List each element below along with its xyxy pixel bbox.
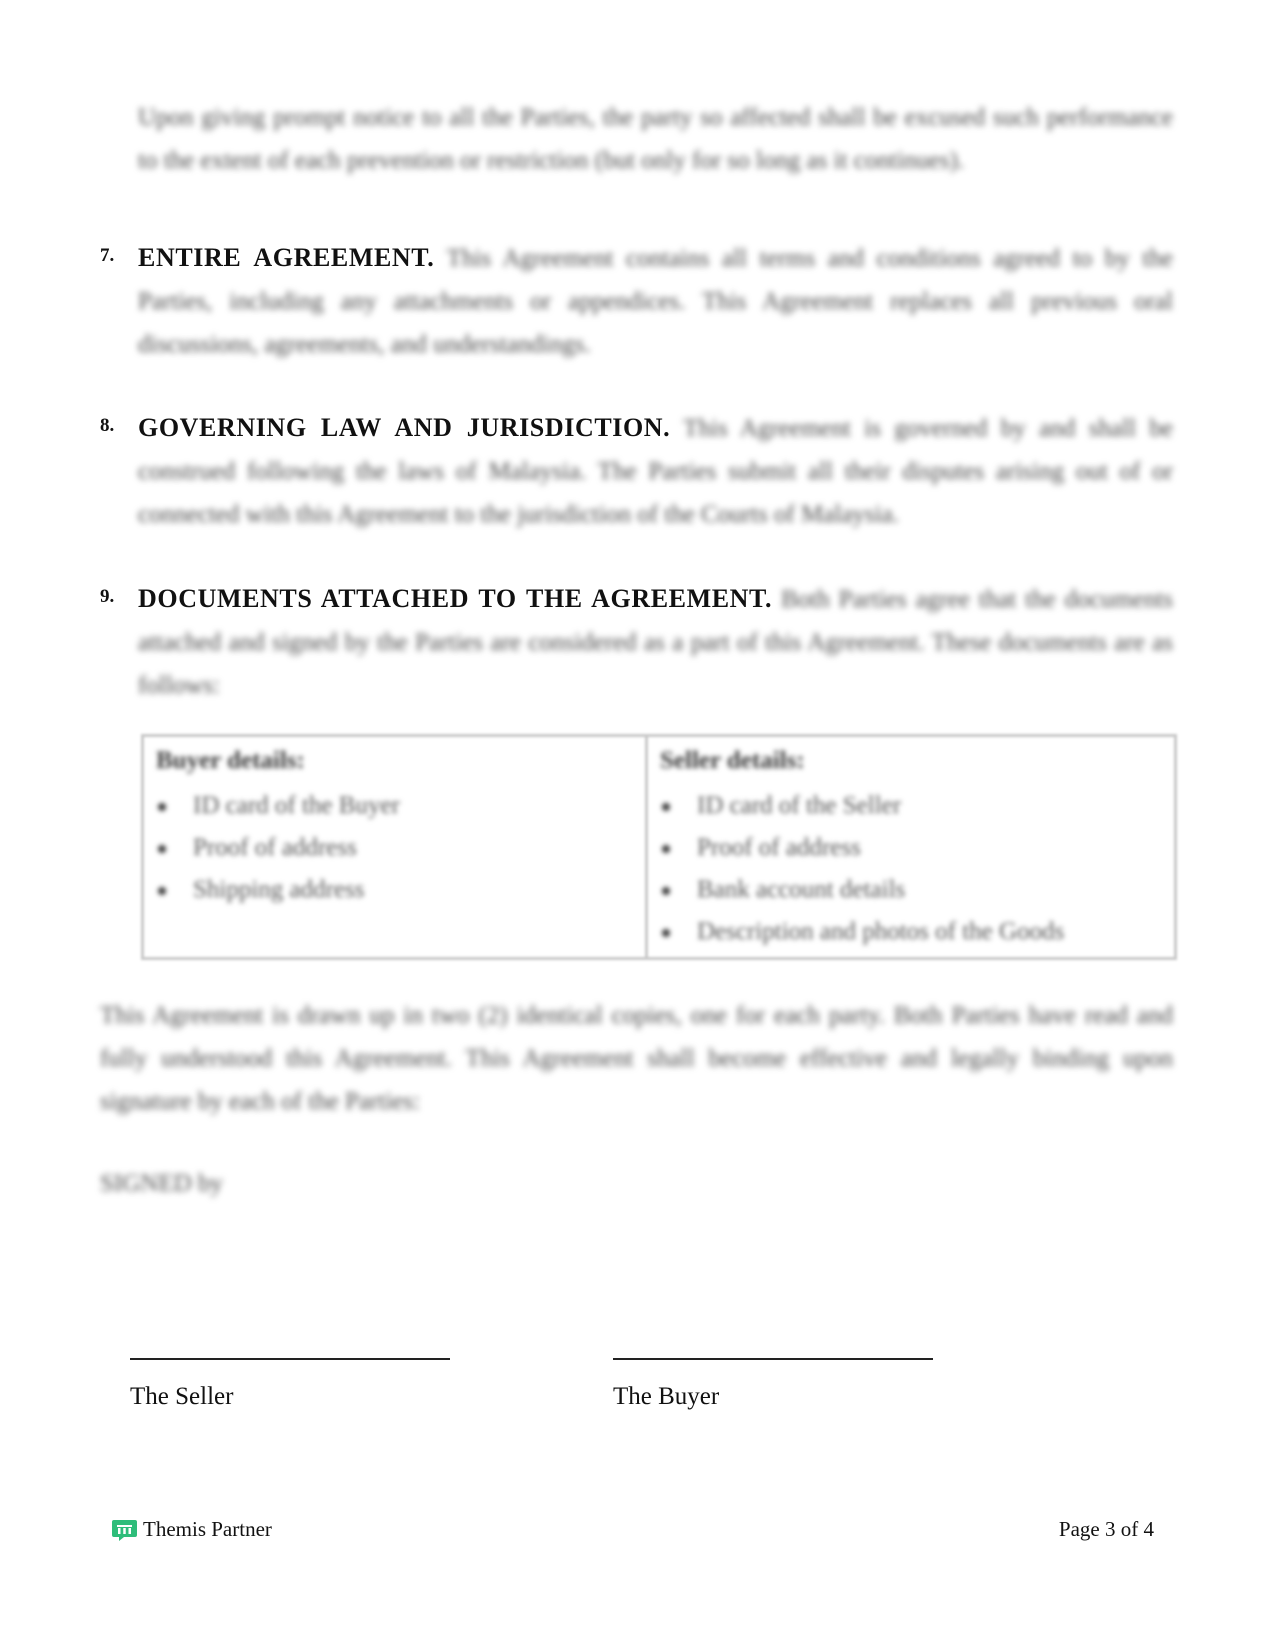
seller-details-title: Seller details: (660, 747, 805, 774)
buyer-signature-label: The Buyer (613, 1383, 720, 1410)
section-number: 7. (100, 245, 115, 266)
section-body (138, 236, 1173, 366)
section-heading: DOCUMENTS ATTACHED TO THE AGREEMENT. (138, 584, 773, 613)
footer-brand-name: Themis Partner (143, 1517, 272, 1541)
section-heading: GOVERNING LAW AND JURISDICTION. (138, 413, 671, 442)
section-text: Both Parties agree that the documents attached and signed by the Parties are considered as a part of this Agreement. These documents are as follows: (138, 586, 1173, 699)
list-item: Proof of address (660, 827, 1166, 869)
buyer-details-list (156, 785, 637, 911)
bullet-icon (662, 845, 670, 853)
list-item: ID card of the Buyer (156, 785, 637, 827)
signed-by-label: SIGNED by (100, 1170, 223, 1197)
intro-paragraph: Upon giving prompt notice to all the Parties, the party so affected shall be excused such performance to the extent of each prevention or restriction (but only for so long as it continues). (138, 104, 1173, 174)
bullet-icon (158, 845, 166, 853)
seller-details-column (648, 737, 1174, 957)
seller-details-list (660, 785, 1166, 953)
buyer-details-column (144, 737, 648, 957)
buyer-signature-line (613, 1358, 933, 1360)
list-item: ID card of the Seller (660, 785, 1166, 827)
list-item: Shipping address (156, 869, 637, 911)
seller-signature-label: The Seller (130, 1383, 234, 1410)
closing-paragraph: This Agreement is drawn up in two (2) identical copies, one for each party. Both Parties have read and fully understood this Agreement. This Agreement shall become effective and legally binding upon signature by each of the Parties: (100, 1002, 1173, 1115)
section-body (138, 577, 1173, 707)
section-text: This Agreement contains all terms and conditions agreed to by the Parties, including any attachments or appendices. This Agreement replaces all previous oral discussions, agreements, and understandings. (138, 245, 1173, 358)
bullet-icon (662, 929, 670, 937)
seller-signature-line (130, 1358, 450, 1360)
bullet-icon (662, 887, 670, 895)
page-number: Page 3 of 4 (1058, 1517, 1154, 1541)
list-item: Description and photos of the Goods (660, 911, 1166, 953)
list-item: Proof of address (156, 827, 637, 869)
bullet-icon (158, 803, 166, 811)
bullet-icon (662, 803, 670, 811)
bullet-icon (158, 887, 166, 895)
section-number: 8. (100, 415, 115, 436)
section-text: This Agreement is governed by and shall be construed following the laws of Malaysia. The Parties submit all their disputes arising out of or connected with this Agreement to the jurisdiction of the Courts of Malaysia. (138, 415, 1173, 528)
themis-logo-icon (111, 1518, 138, 1542)
buyer-details-title: Buyer details: (156, 747, 305, 774)
section-body (138, 406, 1173, 536)
documents-table (141, 734, 1177, 960)
section-number: 9. (100, 586, 115, 607)
list-item: Bank account details (660, 869, 1166, 911)
section-heading: ENTIRE AGREEMENT. (138, 243, 435, 272)
